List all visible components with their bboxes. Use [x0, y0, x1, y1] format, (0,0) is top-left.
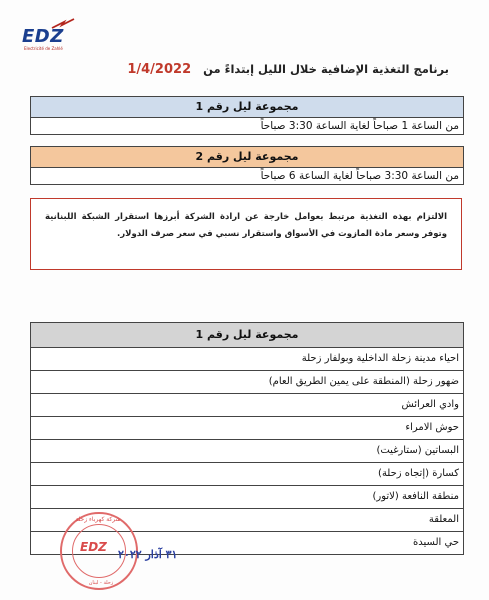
stamp-logo: EDZ [80, 540, 107, 554]
night-group-2-box [30, 146, 464, 185]
title-date: 1/4/2022 [127, 62, 192, 77]
title-text: برنامج التغذية الإضافية خلال الليل إبتداءً من [203, 62, 449, 76]
notice-text: الالتزام بهذه التغذية مرتبط بعوامل خارجة عن ارادة الشركة أبرزها استقرار الشبكة اللبنانية وتوفر وسعر مادة المازوت في الأسواق واستقرار نسبي في سعر صرف الدولار. [45, 212, 447, 239]
area-row: احياء مدينة زحلة الداخلية وبولفار زحلة [31, 348, 463, 371]
edz-logo [22, 18, 82, 52]
area-row: المعلقة [31, 509, 463, 532]
area-row: البساتين (ستارغيت) [31, 440, 463, 463]
night-group-1-box [30, 96, 464, 135]
area-row: كسارة (إتجاه زحلة) [31, 463, 463, 486]
stamp-bottom-text: زحلة - لبنان [88, 580, 114, 586]
night-group-2-schedule: من الساعة 3:30 صباحاً لغاية الساعة 6 صباحاً [31, 168, 463, 184]
logo-text: EDZ [22, 26, 64, 47]
area-row: وادي العرائش [31, 394, 463, 417]
page-title [29, 62, 449, 77]
area-row: حي السيدة [31, 532, 463, 555]
notice-box [30, 198, 462, 270]
stamp-top-text: شركة كهرباء زحلة [75, 516, 121, 523]
areas-table-heading: مجموعة ليل رقم 1 [31, 323, 463, 348]
handwritten-date: ٣١ آذار ٢٠٢٢ [118, 548, 178, 561]
area-row: منطقة النافعة (لاتور) [31, 486, 463, 509]
area-row: حوش الامراء [31, 417, 463, 440]
night-group-1-heading: مجموعة ليل رقم 1 [31, 97, 463, 118]
area-row: ضهور زحلة (المنطقة على يمين الطريق العام) [31, 371, 463, 394]
logo-subtitle: Electricité de Zahlé [24, 46, 63, 51]
night-group-1-schedule: من الساعة 1 صباحاً لغاية الساعة 3:30 صباحاً [31, 118, 463, 134]
night-group-2-heading: مجموعة ليل رقم 2 [31, 147, 463, 168]
